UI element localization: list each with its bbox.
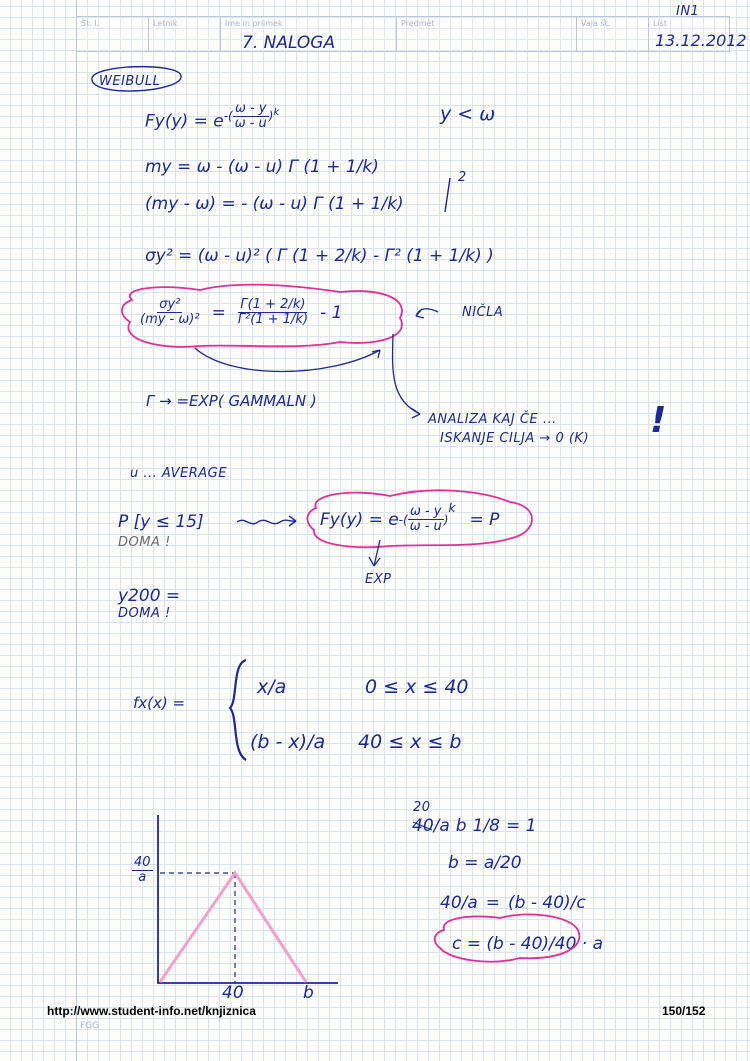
ratio-rhs-num: Γ(1 + 2/k) bbox=[240, 297, 306, 312]
cdf-k: k bbox=[273, 107, 280, 118]
shifted-mean-equation: (my - ω) = - (ω - u) Γ (1 + 1/k) bbox=[145, 194, 404, 214]
graph-axes bbox=[158, 815, 338, 983]
avg-eq-lhs: Fy(y) = e bbox=[320, 509, 399, 530]
cdf-exp-num: ω - y bbox=[234, 101, 267, 116]
header-cell: Vaja št. bbox=[577, 17, 649, 51]
calc-20: 20 bbox=[413, 800, 431, 815]
avg-eq-k: k bbox=[448, 500, 456, 515]
pdf-case2-cond: 40 ≤ x ≤ b bbox=[358, 731, 462, 753]
variance-equation: σy² = (ω - u)² ( Γ (1 + 2/k) - Γ² (1 + 1/k) ) bbox=[145, 246, 494, 266]
probability-expression: P [y ≤ 15] bbox=[118, 512, 204, 532]
calc-line-4: c = (b - 40)/40 · a bbox=[452, 934, 604, 954]
corner-mark: IN1 bbox=[676, 4, 700, 19]
footer-url: http://www.student-info.net/knjiznica bbox=[47, 1004, 256, 1018]
calc3-left: 40/a bbox=[440, 893, 478, 913]
header-cell: Predmet bbox=[397, 17, 577, 51]
zero-note: NIČLA bbox=[462, 305, 504, 320]
graph-x-peak-label: 40 bbox=[222, 983, 244, 1003]
weibull-cdf: $Fy(y) = e^{-( \frac{\omega - y}{\omega - u} )^k}$ bbox=[145, 101, 280, 132]
homework-note-1: DOMA ! bbox=[118, 535, 171, 550]
wavy-arrow bbox=[237, 520, 296, 524]
piecewise-brace bbox=[230, 660, 246, 760]
ratio-num: σy² bbox=[159, 297, 181, 312]
avg-eq-den: ω - u bbox=[409, 519, 442, 534]
header-cell: Ime in priimek bbox=[221, 17, 397, 51]
avg-eq-rhs: = P bbox=[469, 509, 500, 530]
loop-arrow bbox=[195, 348, 380, 372]
date: 13.12.2012 bbox=[655, 31, 747, 50]
ratio-rhs-den: Γ²(1 + 1/k) bbox=[237, 312, 309, 327]
square-mark: 2 bbox=[458, 170, 467, 185]
c-equation-highlight bbox=[435, 914, 580, 961]
ratio-highlight bbox=[122, 285, 402, 347]
ratio-tail: - 1 bbox=[320, 302, 343, 323]
calc1-b: b bbox=[455, 816, 467, 836]
pdf-case1-cond: 0 ≤ x ≤ 40 bbox=[365, 676, 469, 698]
peak-den: a bbox=[138, 870, 147, 885]
header-cell: Letnik bbox=[149, 17, 221, 51]
analysis-arrow bbox=[393, 334, 420, 414]
calc1-rhs: = 1 bbox=[505, 816, 537, 836]
analysis-note-2: ISKANJE CILJA → 0 (K) bbox=[440, 431, 590, 446]
header-cell: List bbox=[653, 19, 667, 28]
graph-x-end-label: b bbox=[303, 983, 314, 1003]
analysis-note-1: ANALIZA KAJ ČE ... bbox=[428, 412, 557, 427]
calc-line-2: b = a/20 bbox=[448, 853, 522, 873]
support-condition: y < ω bbox=[440, 103, 496, 125]
cdf-exp-den: ω - u bbox=[234, 116, 267, 131]
weibull-label: WEIBULL bbox=[99, 74, 161, 89]
calc3-right: (b - 40)/c bbox=[508, 893, 586, 913]
exclamation-mark: ! bbox=[650, 400, 667, 441]
homework-note-2: DOMA ! bbox=[118, 606, 171, 621]
footer-page-number: 150/152 bbox=[662, 1004, 706, 1018]
mean-equation: my = ω - (ω - u) Γ (1 + 1/k) bbox=[145, 157, 379, 177]
task-title: 7. NALOGA bbox=[242, 33, 336, 53]
equals-sign: = bbox=[211, 302, 226, 323]
avg-eq-num: ω - y bbox=[409, 504, 442, 519]
square-bar bbox=[445, 178, 450, 212]
avg-equation-highlight bbox=[307, 490, 532, 547]
y200-expression: y200 = bbox=[118, 586, 181, 606]
gamma-note: Γ → =EXP( GAMMALN ) bbox=[146, 392, 317, 410]
exp-label: EXP bbox=[365, 572, 392, 587]
calc1-left: 40/a bbox=[412, 816, 450, 836]
pdf-case1-expr: x/a bbox=[257, 676, 287, 698]
weibull-outline bbox=[92, 67, 181, 91]
pdf-case2-expr: (b - x)/a bbox=[250, 731, 326, 753]
header-cell: Št. l. bbox=[77, 17, 149, 51]
average-equation: Fy(y) = e -( $\frac{\omega - y}{\omega - u}$ ) k = P bbox=[320, 500, 500, 534]
calc3-equals: = bbox=[485, 893, 501, 913]
average-line: u ... AVERAGE bbox=[130, 466, 227, 481]
ratio-den: (my - ω)² bbox=[140, 312, 200, 327]
peak-num: 40 bbox=[134, 855, 151, 870]
pdf-lhs: fx(x) = bbox=[133, 694, 186, 712]
calc1-frac: 1/8 bbox=[472, 816, 500, 836]
triangle-pdf bbox=[160, 873, 306, 982]
strike-40 bbox=[413, 822, 432, 830]
analysis-arrow-head bbox=[411, 408, 420, 418]
cdf-lhs: Fy(y) = e bbox=[145, 111, 224, 132]
footer-fgg: FGG bbox=[80, 1021, 100, 1031]
